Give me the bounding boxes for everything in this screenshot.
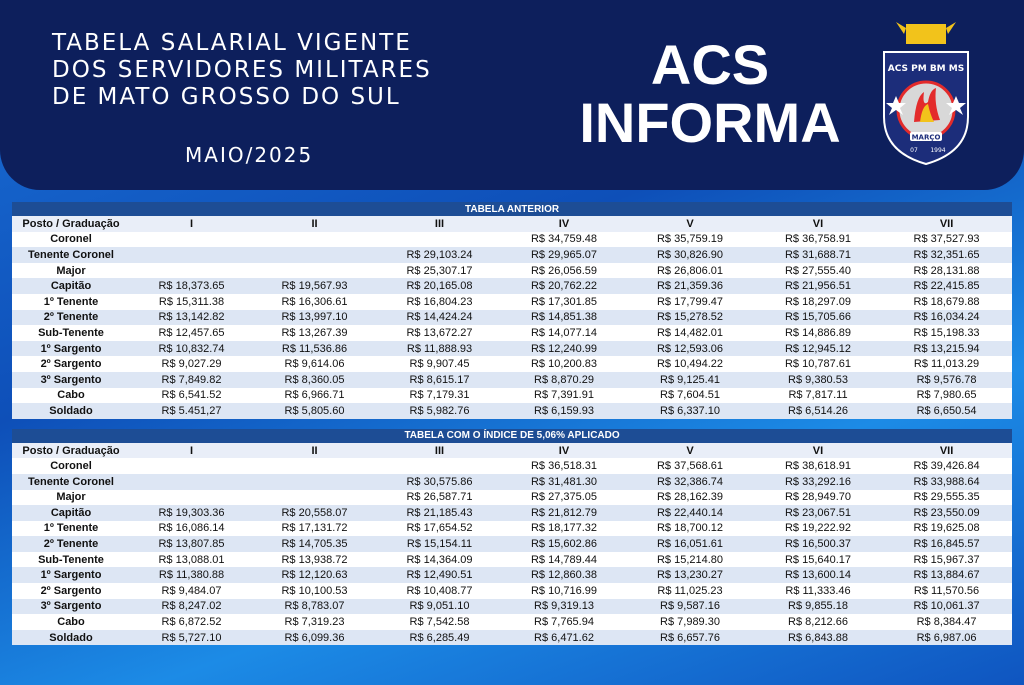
salary-cell: R$ 8,870.29	[503, 372, 625, 388]
salary-cell: R$ 19,222.92	[755, 521, 881, 537]
rank-cell: 2º Sargento	[12, 583, 130, 599]
salary-cell: R$ 26,587.71	[376, 490, 503, 506]
salary-cell: R$ 7,391.91	[503, 388, 625, 404]
salary-cell: R$ 6,471.62	[503, 630, 625, 646]
salary-cell: R$ 8,615.17	[376, 372, 503, 388]
column-header-level: III	[376, 216, 503, 232]
salary-cell	[130, 247, 253, 263]
salary-cell: R$ 28,949.70	[755, 490, 881, 506]
salary-cell: R$ 16,034.24	[881, 310, 1012, 326]
salary-cell: R$ 14,789.44	[503, 552, 625, 568]
salary-cell: R$ 14,886.89	[755, 325, 881, 341]
salary-cell: R$ 9,027.29	[130, 356, 253, 372]
table-caption: TABELA COM O ÍNDICE DE 5,06% APLICADO	[12, 429, 1012, 443]
salary-cell	[130, 458, 253, 474]
table-row	[12, 388, 1012, 404]
salary-cell: R$ 8,360.05	[253, 372, 376, 388]
salary-cell: R$ 9,576.78	[881, 372, 1012, 388]
salary-cell: R$ 9,319.13	[503, 599, 625, 615]
salary-cell: R$ 6,514.26	[755, 403, 881, 419]
rank-cell: Capitão	[12, 278, 130, 294]
salary-cell: R$ 7,849.82	[130, 372, 253, 388]
title-line: DOS SERVIDORES MILITARES	[52, 57, 432, 83]
salary-cell: R$ 33,292.16	[755, 474, 881, 490]
column-header-level: III	[376, 443, 503, 459]
column-header-level: IV	[503, 443, 625, 459]
salary-cell	[130, 263, 253, 279]
table-row	[12, 278, 1012, 294]
salary-cell: R$ 26,806.01	[625, 263, 755, 279]
salary-cell: R$ 31,481.30	[503, 474, 625, 490]
salary-cell: R$ 10,200.83	[503, 356, 625, 372]
salary-cell: R$ 13,884.67	[881, 567, 1012, 583]
column-header-level: II	[253, 216, 376, 232]
table-caption: TABELA ANTERIOR	[12, 202, 1012, 216]
column-header-level: I	[130, 216, 253, 232]
salary-cell: R$ 12,945.12	[755, 341, 881, 357]
salary-cell: R$ 14,077.14	[503, 325, 625, 341]
salary-cell: R$ 6,657.76	[625, 630, 755, 646]
salary-cell: R$ 18,373.65	[130, 278, 253, 294]
salary-cell: R$ 16,500.37	[755, 536, 881, 552]
salary-cell: R$ 32,351.65	[881, 247, 1012, 263]
rank-cell: 2º Sargento	[12, 356, 130, 372]
salary-cell: R$ 15,602.86	[503, 536, 625, 552]
table-row	[12, 294, 1012, 310]
title-line: TABELA SALARIAL VIGENTE	[52, 30, 412, 56]
salary-cell	[253, 232, 376, 248]
salary-cell: R$ 15,967.37	[881, 552, 1012, 568]
salary-cell: R$ 5.451,27	[130, 403, 253, 419]
salary-cell: R$ 5,805.60	[253, 403, 376, 419]
salary-cell: R$ 6,966.71	[253, 388, 376, 404]
salary-cell: R$ 38,618.91	[755, 458, 881, 474]
salary-cell	[130, 232, 253, 248]
salary-cell: R$ 6,159.93	[503, 403, 625, 419]
salary-cell: R$ 6,337.10	[625, 403, 755, 419]
salary-cell: R$ 36,518.31	[503, 458, 625, 474]
rank-cell: 2º Tenente	[12, 310, 130, 326]
salary-cell: R$ 37,568.61	[625, 458, 755, 474]
salary-cell: R$ 11,570.56	[881, 583, 1012, 599]
rank-cell: Soldado	[12, 630, 130, 646]
salary-cell: R$ 23,067.51	[755, 505, 881, 521]
table-row	[12, 583, 1012, 599]
salary-cell: R$ 35,759.19	[625, 232, 755, 248]
rank-cell: Coronel	[12, 232, 130, 248]
rank-cell: 1º Sargento	[12, 341, 130, 357]
table-row	[12, 372, 1012, 388]
table-row	[12, 567, 1012, 583]
previous-salary-table	[12, 202, 1012, 419]
brand-title	[560, 33, 860, 154]
table-row	[12, 490, 1012, 506]
column-header-level: IV	[503, 216, 625, 232]
column-header-level: VI	[755, 216, 881, 232]
salary-cell: R$ 12,860.38	[503, 567, 625, 583]
column-header-level: I	[130, 443, 253, 459]
rank-cell: Major	[12, 490, 130, 506]
salary-cell: R$ 7,989.30	[625, 614, 755, 630]
salary-cell: R$ 12,457.65	[130, 325, 253, 341]
rank-cell: Cabo	[12, 388, 130, 404]
column-header-rank: Posto / Graduação	[12, 216, 130, 232]
salary-cell: R$ 21,359.36	[625, 278, 755, 294]
salary-cell: R$ 21,812.79	[503, 505, 625, 521]
salary-cell: R$ 6,650.54	[881, 403, 1012, 419]
table-row	[12, 521, 1012, 537]
salary-cell: R$ 5,982.76	[376, 403, 503, 419]
salary-cell: R$ 16,845.57	[881, 536, 1012, 552]
salary-cell: R$ 11,380.88	[130, 567, 253, 583]
salary-cell: R$ 20,762.22	[503, 278, 625, 294]
salary-cell: R$ 36,758.91	[755, 232, 881, 248]
column-header-level: V	[625, 216, 755, 232]
rank-cell: 3º Sargento	[12, 372, 130, 388]
salary-cell: R$ 17,301.85	[503, 294, 625, 310]
salary-cell	[130, 490, 253, 506]
salary-cell: R$ 31,688.71	[755, 247, 881, 263]
salary-cell: R$ 16,051.61	[625, 536, 755, 552]
salary-cell: R$ 11,333.46	[755, 583, 881, 599]
salary-cell: R$ 28,162.39	[625, 490, 755, 506]
salary-cell: R$ 12,490.51	[376, 567, 503, 583]
salary-tables	[12, 202, 1012, 645]
table-row	[12, 599, 1012, 615]
salary-cell: R$ 8,247.02	[130, 599, 253, 615]
salary-cell: R$ 6,285.49	[376, 630, 503, 646]
salary-cell	[253, 490, 376, 506]
salary-cell: R$ 15,214.80	[625, 552, 755, 568]
salary-cell: R$ 17,654.52	[376, 521, 503, 537]
salary-cell: R$ 7,542.58	[376, 614, 503, 630]
rank-cell: Cabo	[12, 614, 130, 630]
salary-cell: R$ 21,956.51	[755, 278, 881, 294]
column-header-level: VII	[881, 443, 1012, 459]
salary-cell: R$ 27,555.40	[755, 263, 881, 279]
emblem-year-left: 07	[910, 147, 918, 154]
salary-cell: R$ 12,120.63	[253, 567, 376, 583]
salary-cell: R$ 19,625.08	[881, 521, 1012, 537]
salary-cell: R$ 6,099.36	[253, 630, 376, 646]
column-header-level: VI	[755, 443, 881, 459]
salary-cell: R$ 15,311.38	[130, 294, 253, 310]
salary-cell: R$ 29,965.07	[503, 247, 625, 263]
salary-cell: R$ 13,215.94	[881, 341, 1012, 357]
salary-cell: R$ 10,787.61	[755, 356, 881, 372]
brand-line: ACS	[650, 33, 770, 96]
salary-cell: R$ 28,131.88	[881, 263, 1012, 279]
salary-cell: R$ 29,103.24	[376, 247, 503, 263]
rank-cell: Tenente Coronel	[12, 474, 130, 490]
salary-cell	[253, 247, 376, 263]
salary-cell: R$ 9,587.16	[625, 599, 755, 615]
table-row	[12, 458, 1012, 474]
salary-cell: R$ 20,165.08	[376, 278, 503, 294]
salary-cell	[253, 458, 376, 474]
salary-cell: R$ 11,013.29	[881, 356, 1012, 372]
salary-cell: R$ 8,783.07	[253, 599, 376, 615]
salary-cell: R$ 25,307.17	[376, 263, 503, 279]
header-banner	[0, 0, 1024, 190]
salary-cell: R$ 13,230.27	[625, 567, 755, 583]
salary-cell: R$ 13,997.10	[253, 310, 376, 326]
salary-cell: R$ 7,817.11	[755, 388, 881, 404]
rank-cell: Soldado	[12, 403, 130, 419]
column-header-rank: Posto / Graduação	[12, 443, 130, 459]
salary-cell: R$ 10,061.37	[881, 599, 1012, 615]
salary-cell: R$ 13,600.14	[755, 567, 881, 583]
salary-cell	[130, 474, 253, 490]
table-row	[12, 403, 1012, 419]
page-title	[52, 30, 432, 111]
salary-cell: R$ 16,804.23	[376, 294, 503, 310]
rank-cell: Sub-Tenente	[12, 325, 130, 341]
salary-cell: R$ 12,593.06	[625, 341, 755, 357]
rank-cell: Capitão	[12, 505, 130, 521]
salary-cell: R$ 22,415.85	[881, 278, 1012, 294]
rank-cell: 2º Tenente	[12, 536, 130, 552]
salary-cell	[376, 458, 503, 474]
salary-cell: R$ 13,672.27	[376, 325, 503, 341]
salary-cell: R$ 19,567.93	[253, 278, 376, 294]
column-header-level: II	[253, 443, 376, 459]
salary-cell: R$ 9,125.41	[625, 372, 755, 388]
emblem-year-right: 1994	[930, 147, 946, 154]
salary-cell: R$ 11,888.93	[376, 341, 503, 357]
salary-cell: R$ 8,384.47	[881, 614, 1012, 630]
salary-cell: R$ 13,938.72	[253, 552, 376, 568]
salary-cell: R$ 10,832.74	[130, 341, 253, 357]
salary-cell: R$ 18,297.09	[755, 294, 881, 310]
salary-cell: R$ 15,154.11	[376, 536, 503, 552]
salary-cell: R$ 19,303.36	[130, 505, 253, 521]
salary-cell: R$ 29,555.35	[881, 490, 1012, 506]
salary-cell: R$ 22,440.14	[625, 505, 755, 521]
salary-cell: R$ 23,550.09	[881, 505, 1012, 521]
salary-cell: R$ 9,380.53	[755, 372, 881, 388]
salary-cell: R$ 14,424.24	[376, 310, 503, 326]
salary-cell: R$ 14,851.38	[503, 310, 625, 326]
salary-cell: R$ 27,375.05	[503, 490, 625, 506]
salary-cell: R$ 9,907.45	[376, 356, 503, 372]
salary-cell: R$ 6,843.88	[755, 630, 881, 646]
adjusted-salary-table	[12, 429, 1012, 646]
salary-cell: R$ 10,716.99	[503, 583, 625, 599]
salary-cell: R$ 12,240.99	[503, 341, 625, 357]
salary-cell: R$ 10,100.53	[253, 583, 376, 599]
salary-cell: R$ 17,131.72	[253, 521, 376, 537]
rank-cell: Major	[12, 263, 130, 279]
salary-cell: R$ 14,364.09	[376, 552, 503, 568]
salary-cell: R$ 15,278.52	[625, 310, 755, 326]
salary-cell: R$ 17,799.47	[625, 294, 755, 310]
column-header-level: V	[625, 443, 755, 459]
salary-cell: R$ 9,484.07	[130, 583, 253, 599]
emblem-banner: MARÇO	[911, 133, 941, 142]
table-row	[12, 341, 1012, 357]
salary-cell: R$ 18,679.88	[881, 294, 1012, 310]
salary-cell: R$ 37,527.93	[881, 232, 1012, 248]
salary-cell: R$ 21,185.43	[376, 505, 503, 521]
salary-cell: R$ 8,212.66	[755, 614, 881, 630]
salary-cell: R$ 11,025.23	[625, 583, 755, 599]
salary-cell: R$ 7,765.94	[503, 614, 625, 630]
salary-cell: R$ 15,640.17	[755, 552, 881, 568]
salary-cell: R$ 39,426.84	[881, 458, 1012, 474]
acs-emblem-logo	[876, 22, 976, 167]
salary-cell: R$ 30,575.86	[376, 474, 503, 490]
salary-cell: R$ 16,306.61	[253, 294, 376, 310]
salary-cell: R$ 6,987.06	[881, 630, 1012, 646]
table-row	[12, 552, 1012, 568]
salary-cell: R$ 5,727.10	[130, 630, 253, 646]
table-row	[12, 505, 1012, 521]
salary-cell: R$ 13,807.85	[130, 536, 253, 552]
salary-cell: R$ 9,855.18	[755, 599, 881, 615]
salary-cell: R$ 6,541.52	[130, 388, 253, 404]
salary-cell: R$ 11,536.86	[253, 341, 376, 357]
salary-cell: R$ 20,558.07	[253, 505, 376, 521]
salary-cell: R$ 26,056.59	[503, 263, 625, 279]
rank-cell: Coronel	[12, 458, 130, 474]
title-line: DE MATO GROSSO DO SUL	[52, 84, 401, 110]
brand-line: INFORMA	[579, 91, 841, 154]
table-row	[12, 310, 1012, 326]
table-row	[12, 474, 1012, 490]
salary-cell: R$ 10,494.22	[625, 356, 755, 372]
salary-cell: R$ 13,267.39	[253, 325, 376, 341]
emblem-text: ACS PM BM MS	[887, 64, 965, 74]
table-row	[12, 325, 1012, 341]
table-row	[12, 356, 1012, 372]
salary-cell	[376, 232, 503, 248]
column-header-level: VII	[881, 216, 1012, 232]
salary-cell: R$ 9,051.10	[376, 599, 503, 615]
rank-cell: Sub-Tenente	[12, 552, 130, 568]
rank-cell: 1º Tenente	[12, 294, 130, 310]
salary-cell: R$ 15,198.33	[881, 325, 1012, 341]
salary-cell: R$ 18,700.12	[625, 521, 755, 537]
salary-cell: R$ 14,705.35	[253, 536, 376, 552]
table-row	[12, 536, 1012, 552]
table-row	[12, 263, 1012, 279]
salary-cell: R$ 15,705.66	[755, 310, 881, 326]
rank-cell: 3º Sargento	[12, 599, 130, 615]
salary-cell: R$ 9,614.06	[253, 356, 376, 372]
salary-cell: R$ 30,826.90	[625, 247, 755, 263]
table-row	[12, 247, 1012, 263]
salary-cell: R$ 34,759.48	[503, 232, 625, 248]
salary-cell: R$ 7,179.31	[376, 388, 503, 404]
salary-cell: R$ 7,604.51	[625, 388, 755, 404]
rank-cell: 1º Sargento	[12, 567, 130, 583]
table-row	[12, 614, 1012, 630]
salary-cell: R$ 14,482.01	[625, 325, 755, 341]
salary-cell: R$ 7,319.23	[253, 614, 376, 630]
salary-cell: R$ 18,177.32	[503, 521, 625, 537]
date-label: MAIO/2025	[185, 143, 314, 167]
salary-cell: R$ 32,386.74	[625, 474, 755, 490]
salary-cell: R$ 16,086.14	[130, 521, 253, 537]
table-row	[12, 232, 1012, 248]
salary-cell: R$ 33,988.64	[881, 474, 1012, 490]
salary-cell: R$ 13,088.01	[130, 552, 253, 568]
table-row	[12, 630, 1012, 646]
salary-cell: R$ 10,408.77	[376, 583, 503, 599]
salary-cell	[253, 474, 376, 490]
salary-cell: R$ 6,872.52	[130, 614, 253, 630]
salary-cell: R$ 13,142.82	[130, 310, 253, 326]
rank-cell: 1º Tenente	[12, 521, 130, 537]
rank-cell: Tenente Coronel	[12, 247, 130, 263]
salary-cell	[253, 263, 376, 279]
salary-cell: R$ 7,980.65	[881, 388, 1012, 404]
